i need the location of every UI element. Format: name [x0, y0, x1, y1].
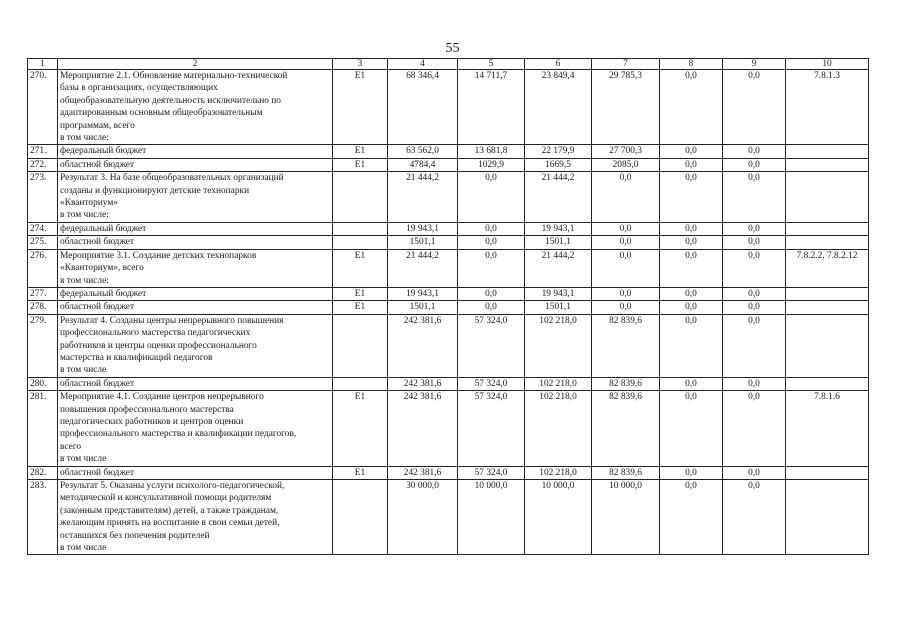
row-number: 276.: [28, 249, 58, 287]
row-code: E1: [333, 145, 388, 158]
row-year-4: 0,0: [660, 236, 723, 249]
row-year-5: 0,0: [723, 466, 786, 479]
row-year-2: 19 943,1: [525, 287, 592, 300]
row-indicator-ref: [786, 236, 869, 249]
table-row: [28, 158, 869, 171]
row-year-1: 13 681,8: [458, 145, 525, 158]
page-number: 55: [445, 41, 460, 56]
row-year-1: 57 324,0: [458, 391, 525, 466]
row-number: 278.: [28, 301, 58, 314]
column-header-7: 7: [592, 59, 660, 70]
row-year-1: 57 324,0: [458, 466, 525, 479]
row-code: E1: [333, 466, 388, 479]
row-year-3: 82 839,6: [592, 466, 660, 479]
table-row: [28, 222, 869, 235]
row-year-3: 0,0: [592, 236, 660, 249]
row-year-4: 0,0: [660, 466, 723, 479]
row-year-5: 0,0: [723, 222, 786, 235]
row-number: 272.: [28, 158, 58, 171]
table-row: [28, 391, 869, 466]
row-indicator-ref: [786, 480, 869, 555]
row-code: [333, 377, 388, 390]
row-description: федеральный бюджет: [58, 287, 333, 300]
row-total: 30 000,0: [388, 480, 458, 555]
row-code: E1: [333, 249, 388, 287]
column-header-2: 2: [58, 59, 333, 70]
row-indicator-ref: 7.8.1.6: [786, 391, 869, 466]
column-header-8: 8: [660, 59, 723, 70]
row-code: [333, 236, 388, 249]
row-number: 270.: [28, 70, 58, 145]
row-code: E1: [333, 287, 388, 300]
row-code: E1: [333, 158, 388, 171]
row-year-5: 0,0: [723, 145, 786, 158]
row-total: 1501,1: [388, 301, 458, 314]
row-year-5: 0,0: [723, 377, 786, 390]
row-year-4: 0,0: [660, 480, 723, 555]
row-year-3: 0,0: [592, 301, 660, 314]
row-year-3: 0,0: [592, 172, 660, 223]
row-total: 21 444,2: [388, 249, 458, 287]
column-header-5: 5: [458, 59, 525, 70]
row-year-4: 0,0: [660, 172, 723, 223]
row-number: 283.: [28, 480, 58, 555]
row-year-5: 0,0: [723, 158, 786, 171]
row-year-4: 0,0: [660, 249, 723, 287]
row-year-1: 57 324,0: [458, 314, 525, 377]
row-year-1: 0,0: [458, 236, 525, 249]
row-year-1: 10 000,0: [458, 480, 525, 555]
table-row: [28, 287, 869, 300]
table-row: [28, 172, 869, 223]
budget-table: [27, 58, 869, 555]
row-year-2: 21 444,2: [525, 172, 592, 223]
row-year-2: 1669,5: [525, 158, 592, 171]
row-year-5: 0,0: [723, 172, 786, 223]
row-code: E1: [333, 391, 388, 466]
table-row: [28, 70, 869, 145]
row-code: E1: [333, 70, 388, 145]
row-total: 4784,4: [388, 158, 458, 171]
row-year-1: 0,0: [458, 249, 525, 287]
row-indicator-ref: [786, 301, 869, 314]
row-description: Мероприятие 3.1. Создание детских технопарков «Кванториум», всего в том числе:: [58, 249, 333, 287]
row-description: областной бюджет: [58, 158, 333, 171]
row-number: 281.: [28, 391, 58, 466]
row-code: [333, 480, 388, 555]
row-year-4: 0,0: [660, 314, 723, 377]
column-header-3: 3: [333, 59, 388, 70]
row-number: 275.: [28, 236, 58, 249]
row-description: федеральный бюджет: [58, 222, 333, 235]
row-total: 63 562,0: [388, 145, 458, 158]
row-description: областной бюджет: [58, 466, 333, 479]
row-number: 280.: [28, 377, 58, 390]
row-indicator-ref: [786, 172, 869, 223]
row-code: [333, 314, 388, 377]
row-year-5: 0,0: [723, 391, 786, 466]
row-code: E1: [333, 301, 388, 314]
row-year-3: 10 000,0: [592, 480, 660, 555]
column-header-9: 9: [723, 59, 786, 70]
row-year-2: 21 444,2: [525, 249, 592, 287]
row-indicator-ref: 7.8.2.2, 7.8.2.12: [786, 249, 869, 287]
row-total: 242 381,6: [388, 391, 458, 466]
row-year-5: 0,0: [723, 70, 786, 145]
row-description: Результат 5. Оказаны услуги психолого-педагогической, методической и консультативной помощи родителям (законным представителям) детей, а также гражданам, желающим принять на воспитание в свои семьи детей, оставшихся без попечения родителей в том числе: [58, 480, 333, 555]
row-description: Мероприятие 2.1. Обновление материально-технической базы в организациях, осуществляющих общеобразовательную деятельность исключительно по адаптированным основным общеобразовательным программам, всего в том числе:: [58, 70, 333, 145]
column-header-10: 10: [786, 59, 869, 70]
row-number: 271.: [28, 145, 58, 158]
row-year-4: 0,0: [660, 391, 723, 466]
row-indicator-ref: [786, 145, 869, 158]
row-year-3: 82 839,6: [592, 377, 660, 390]
row-description: областной бюджет: [58, 377, 333, 390]
row-year-1: 1029,9: [458, 158, 525, 171]
header-row: [28, 59, 869, 70]
row-year-5: 0,0: [723, 480, 786, 555]
row-year-4: 0,0: [660, 70, 723, 145]
column-header-1: 1: [28, 59, 58, 70]
table-row: [28, 249, 869, 287]
row-year-2: 23 849,4: [525, 70, 592, 145]
row-code: [333, 172, 388, 223]
row-year-5: 0,0: [723, 287, 786, 300]
table-row: [28, 466, 869, 479]
row-indicator-ref: 7.8.1.3: [786, 70, 869, 145]
row-year-1: 0,0: [458, 287, 525, 300]
row-year-5: 0,0: [723, 301, 786, 314]
row-code: [333, 222, 388, 235]
row-description: Результат 3. На базе общеобразовательных организаций созданы и функционируют детские технопарки «Кванториум» в том числе:: [58, 172, 333, 223]
row-total: 21 444,2: [388, 172, 458, 223]
row-year-1: 0,0: [458, 301, 525, 314]
row-year-4: 0,0: [660, 222, 723, 235]
row-year-2: 1501,1: [525, 301, 592, 314]
row-indicator-ref: [786, 158, 869, 171]
row-indicator-ref: [786, 377, 869, 390]
row-year-4: 0,0: [660, 287, 723, 300]
row-total: 242 381,6: [388, 466, 458, 479]
table-row: [28, 301, 869, 314]
row-year-4: 0,0: [660, 377, 723, 390]
row-number: 274.: [28, 222, 58, 235]
row-year-5: 0,0: [723, 249, 786, 287]
column-header-4: 4: [388, 59, 458, 70]
row-year-2: 22 179,9: [525, 145, 592, 158]
row-year-1: 0,0: [458, 172, 525, 223]
row-year-3: 2085,0: [592, 158, 660, 171]
row-year-3: 29 785,3: [592, 70, 660, 145]
row-year-2: 102 218,0: [525, 466, 592, 479]
row-year-2: 19 943,1: [525, 222, 592, 235]
table-row: [28, 314, 869, 377]
row-total: 68 346,4: [388, 70, 458, 145]
column-header-6: 6: [525, 59, 592, 70]
row-year-5: 0,0: [723, 236, 786, 249]
row-year-3: 0,0: [592, 287, 660, 300]
row-description: Результат 4. Созданы центры непрерывного повышения профессионального мастерства педагогических работников и центры оценки профессионального мастерства и квалификаций педагогов в том числе: [58, 314, 333, 377]
row-total: 1501,1: [388, 236, 458, 249]
row-total: 19 943,1: [388, 287, 458, 300]
row-year-2: 102 218,0: [525, 391, 592, 466]
row-year-3: 0,0: [592, 249, 660, 287]
row-total: 242 381,6: [388, 314, 458, 377]
row-year-4: 0,0: [660, 158, 723, 171]
row-year-4: 0,0: [660, 145, 723, 158]
row-number: 273.: [28, 172, 58, 223]
row-description: Мероприятие 4.1. Создание центров непрерывного повышения профессионального мастерства педагогических работников и центров оценки профессионального мастерства и квалификации педагогов, всего в том числе: [58, 391, 333, 466]
row-year-3: 82 839,6: [592, 391, 660, 466]
row-total: 242 381,6: [388, 377, 458, 390]
row-indicator-ref: [786, 314, 869, 377]
row-description: областной бюджет: [58, 301, 333, 314]
row-year-3: 27 700,3: [592, 145, 660, 158]
row-year-2: 1501,1: [525, 236, 592, 249]
row-number: 282.: [28, 466, 58, 479]
row-year-2: 102 218,0: [525, 377, 592, 390]
row-year-1: 57 324,0: [458, 377, 525, 390]
row-year-4: 0,0: [660, 301, 723, 314]
row-indicator-ref: [786, 287, 869, 300]
row-indicator-ref: [786, 466, 869, 479]
table-body: [28, 70, 869, 555]
row-year-3: 0,0: [592, 222, 660, 235]
row-indicator-ref: [786, 222, 869, 235]
row-year-5: 0,0: [723, 314, 786, 377]
row-year-3: 82 839,6: [592, 314, 660, 377]
row-description: областной бюджет: [58, 236, 333, 249]
row-number: 277.: [28, 287, 58, 300]
table-row: [28, 145, 869, 158]
row-year-1: 0,0: [458, 222, 525, 235]
table-row: [28, 377, 869, 390]
row-year-2: 102 218,0: [525, 314, 592, 377]
row-description: федеральный бюджет: [58, 145, 333, 158]
row-total: 19 943,1: [388, 222, 458, 235]
table-row: [28, 236, 869, 249]
row-year-2: 10 000,0: [525, 480, 592, 555]
table-row: [28, 480, 869, 555]
row-year-1: 14 711,7: [458, 70, 525, 145]
row-number: 279.: [28, 314, 58, 377]
